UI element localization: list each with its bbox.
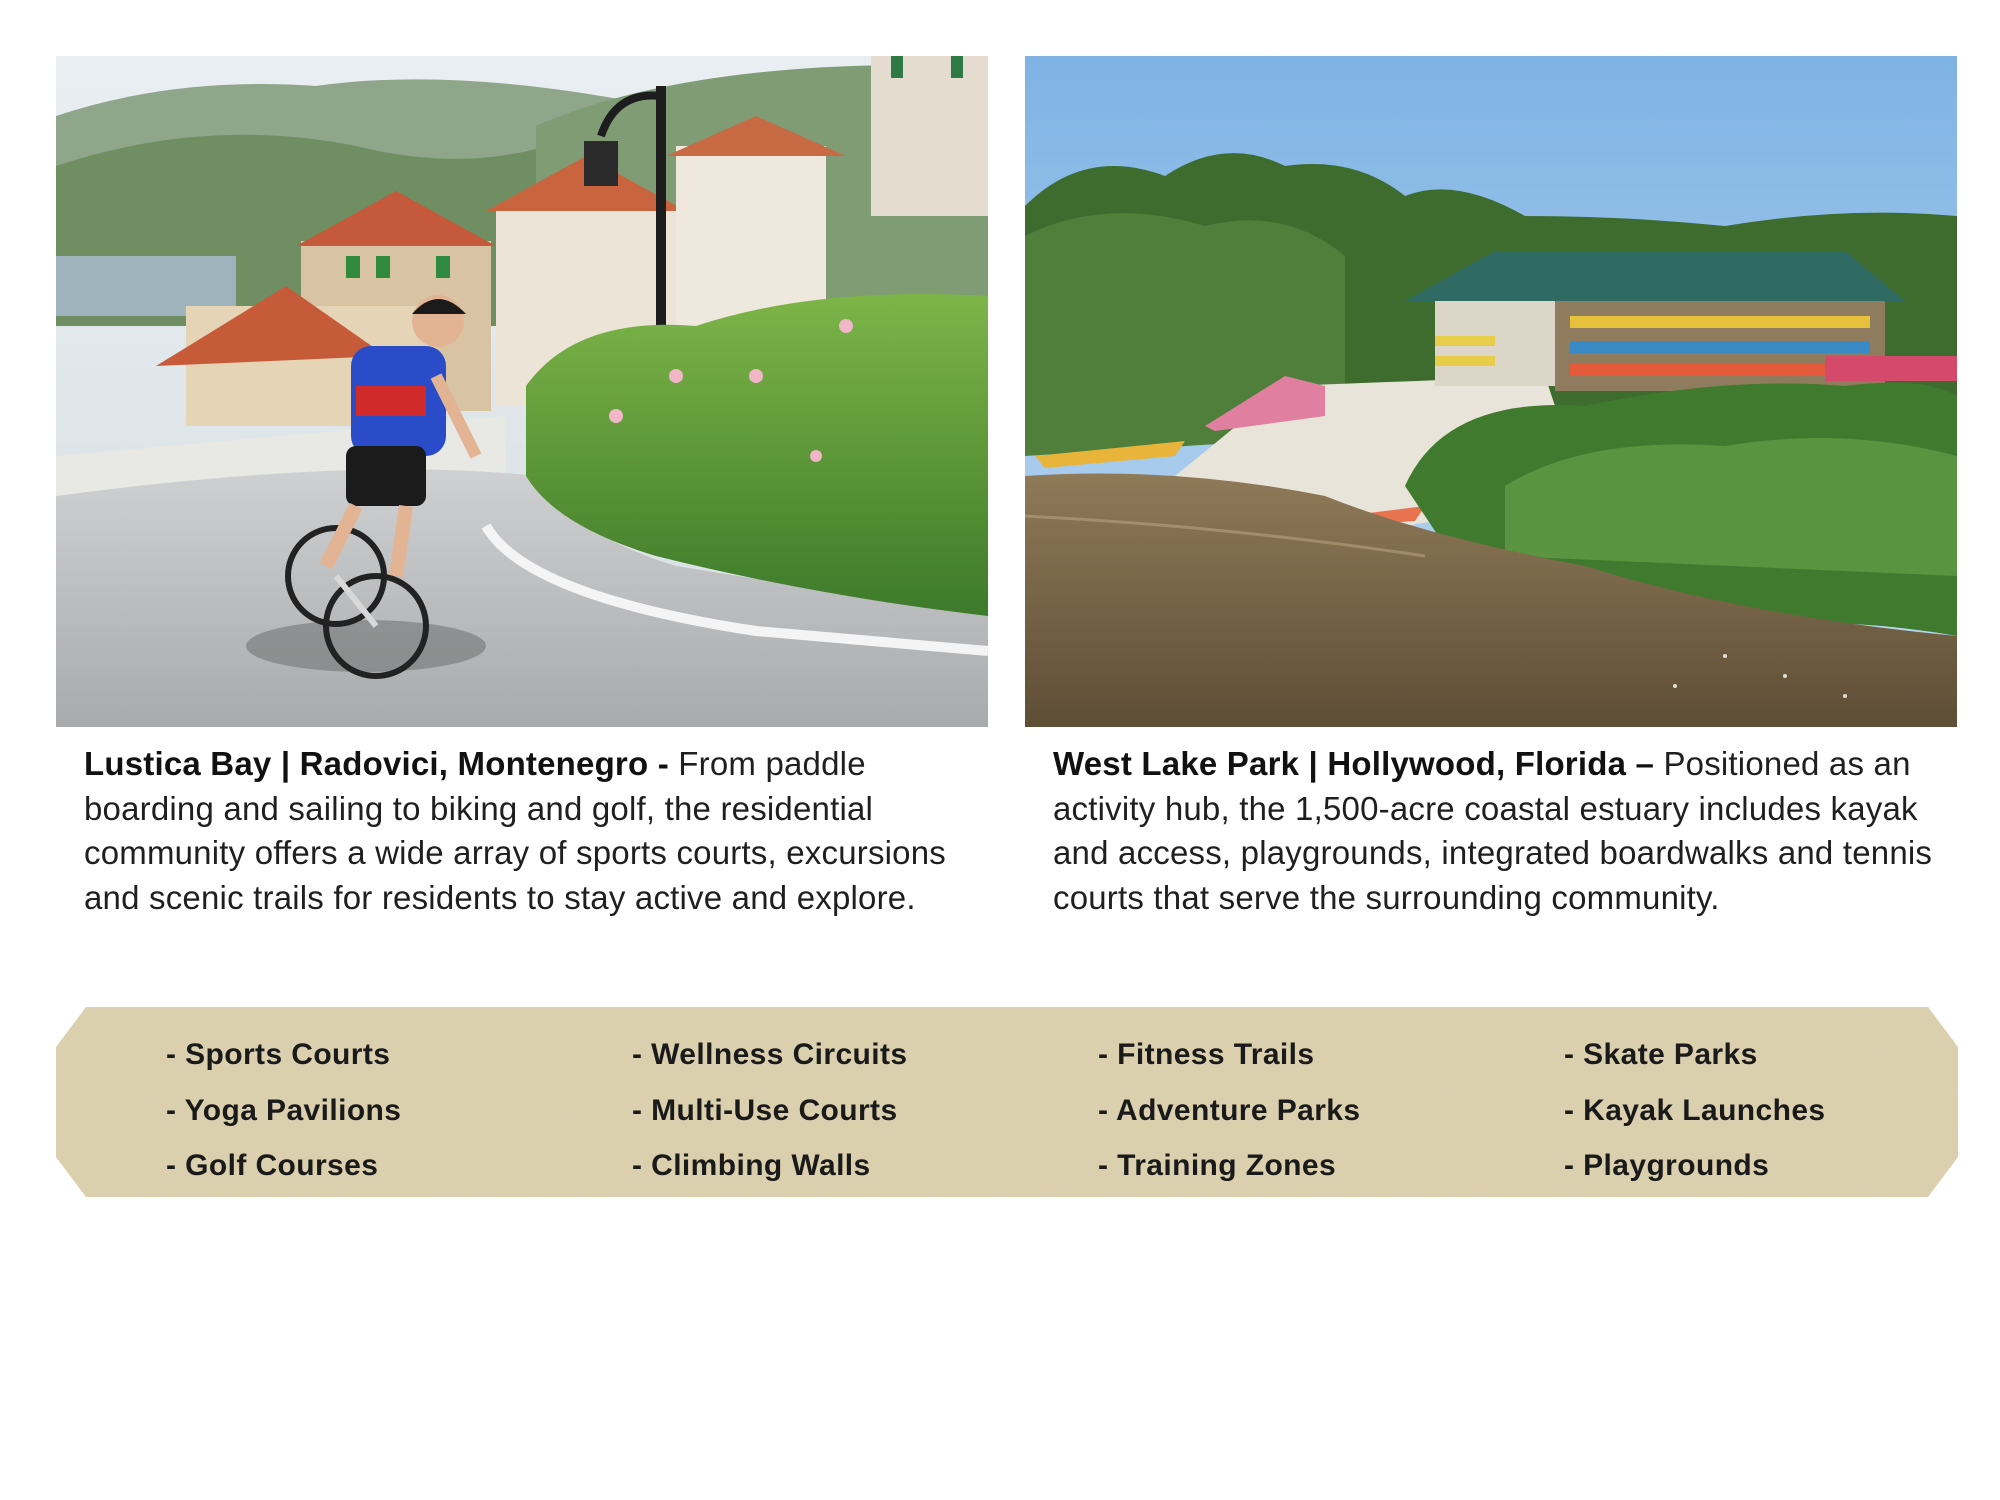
amenity-column-2 [632,1027,1052,1194]
caption-separator: | [1308,745,1318,782]
amenity-item: - Golf Courses [166,1149,379,1182]
west-lake-park-photo [1025,56,1957,727]
amenity-item: - Sports Courts [166,1038,391,1071]
amenity-column-1 [166,1027,586,1194]
amenity-item: - Adventure Parks [1098,1093,1361,1127]
amenity-item: - Playgrounds [1564,1149,1770,1182]
caption-separator: | [280,745,291,782]
lustica-bay-location: Radovici, Montenegro [299,745,649,782]
lustica-bay-photo [56,56,988,727]
caption-dash: – [1635,745,1655,782]
amenity-item: - Multi-Use Courts [632,1093,898,1127]
amenity-item: - Yoga Pavilions [166,1093,402,1127]
amenity-column-3 [1098,1027,1518,1194]
amenity-column-4 [1564,1027,1984,1194]
amenity-item: - Training Zones [1098,1149,1337,1182]
lustica-bay-description: From paddle boarding and sailing to biking and golf, the residential community offers a wide array of sports courts, excursions and scenic trails for residents to stay active and explore. [84,745,946,916]
amenity-list [56,1007,1958,1197]
amenity-item: - Climbing Walls [632,1149,871,1182]
amenity-item: - Kayak Launches [1564,1093,1826,1127]
west-lake-park-caption [1053,742,1933,920]
lustica-bay-caption [84,742,974,920]
amenity-item: - Wellness Circuits [632,1038,908,1071]
lustica-bay-title: Lustica Bay [84,745,272,782]
amenity-item: - Fitness Trails [1098,1038,1315,1071]
west-lake-park-title: West Lake Park [1053,745,1300,782]
amenity-item: - Skate Parks [1564,1038,1758,1071]
amenities-banner [56,1007,1958,1197]
west-lake-park-description: Positioned as an activity hub, the 1,500-acre coastal estuary includes kayak and access, playgrounds, integrated boardwalks and tennis courts that serve the surrounding community. [1053,745,1933,916]
west-lake-park-location: Hollywood, Florida [1327,745,1627,782]
caption-dash: - [657,745,669,782]
